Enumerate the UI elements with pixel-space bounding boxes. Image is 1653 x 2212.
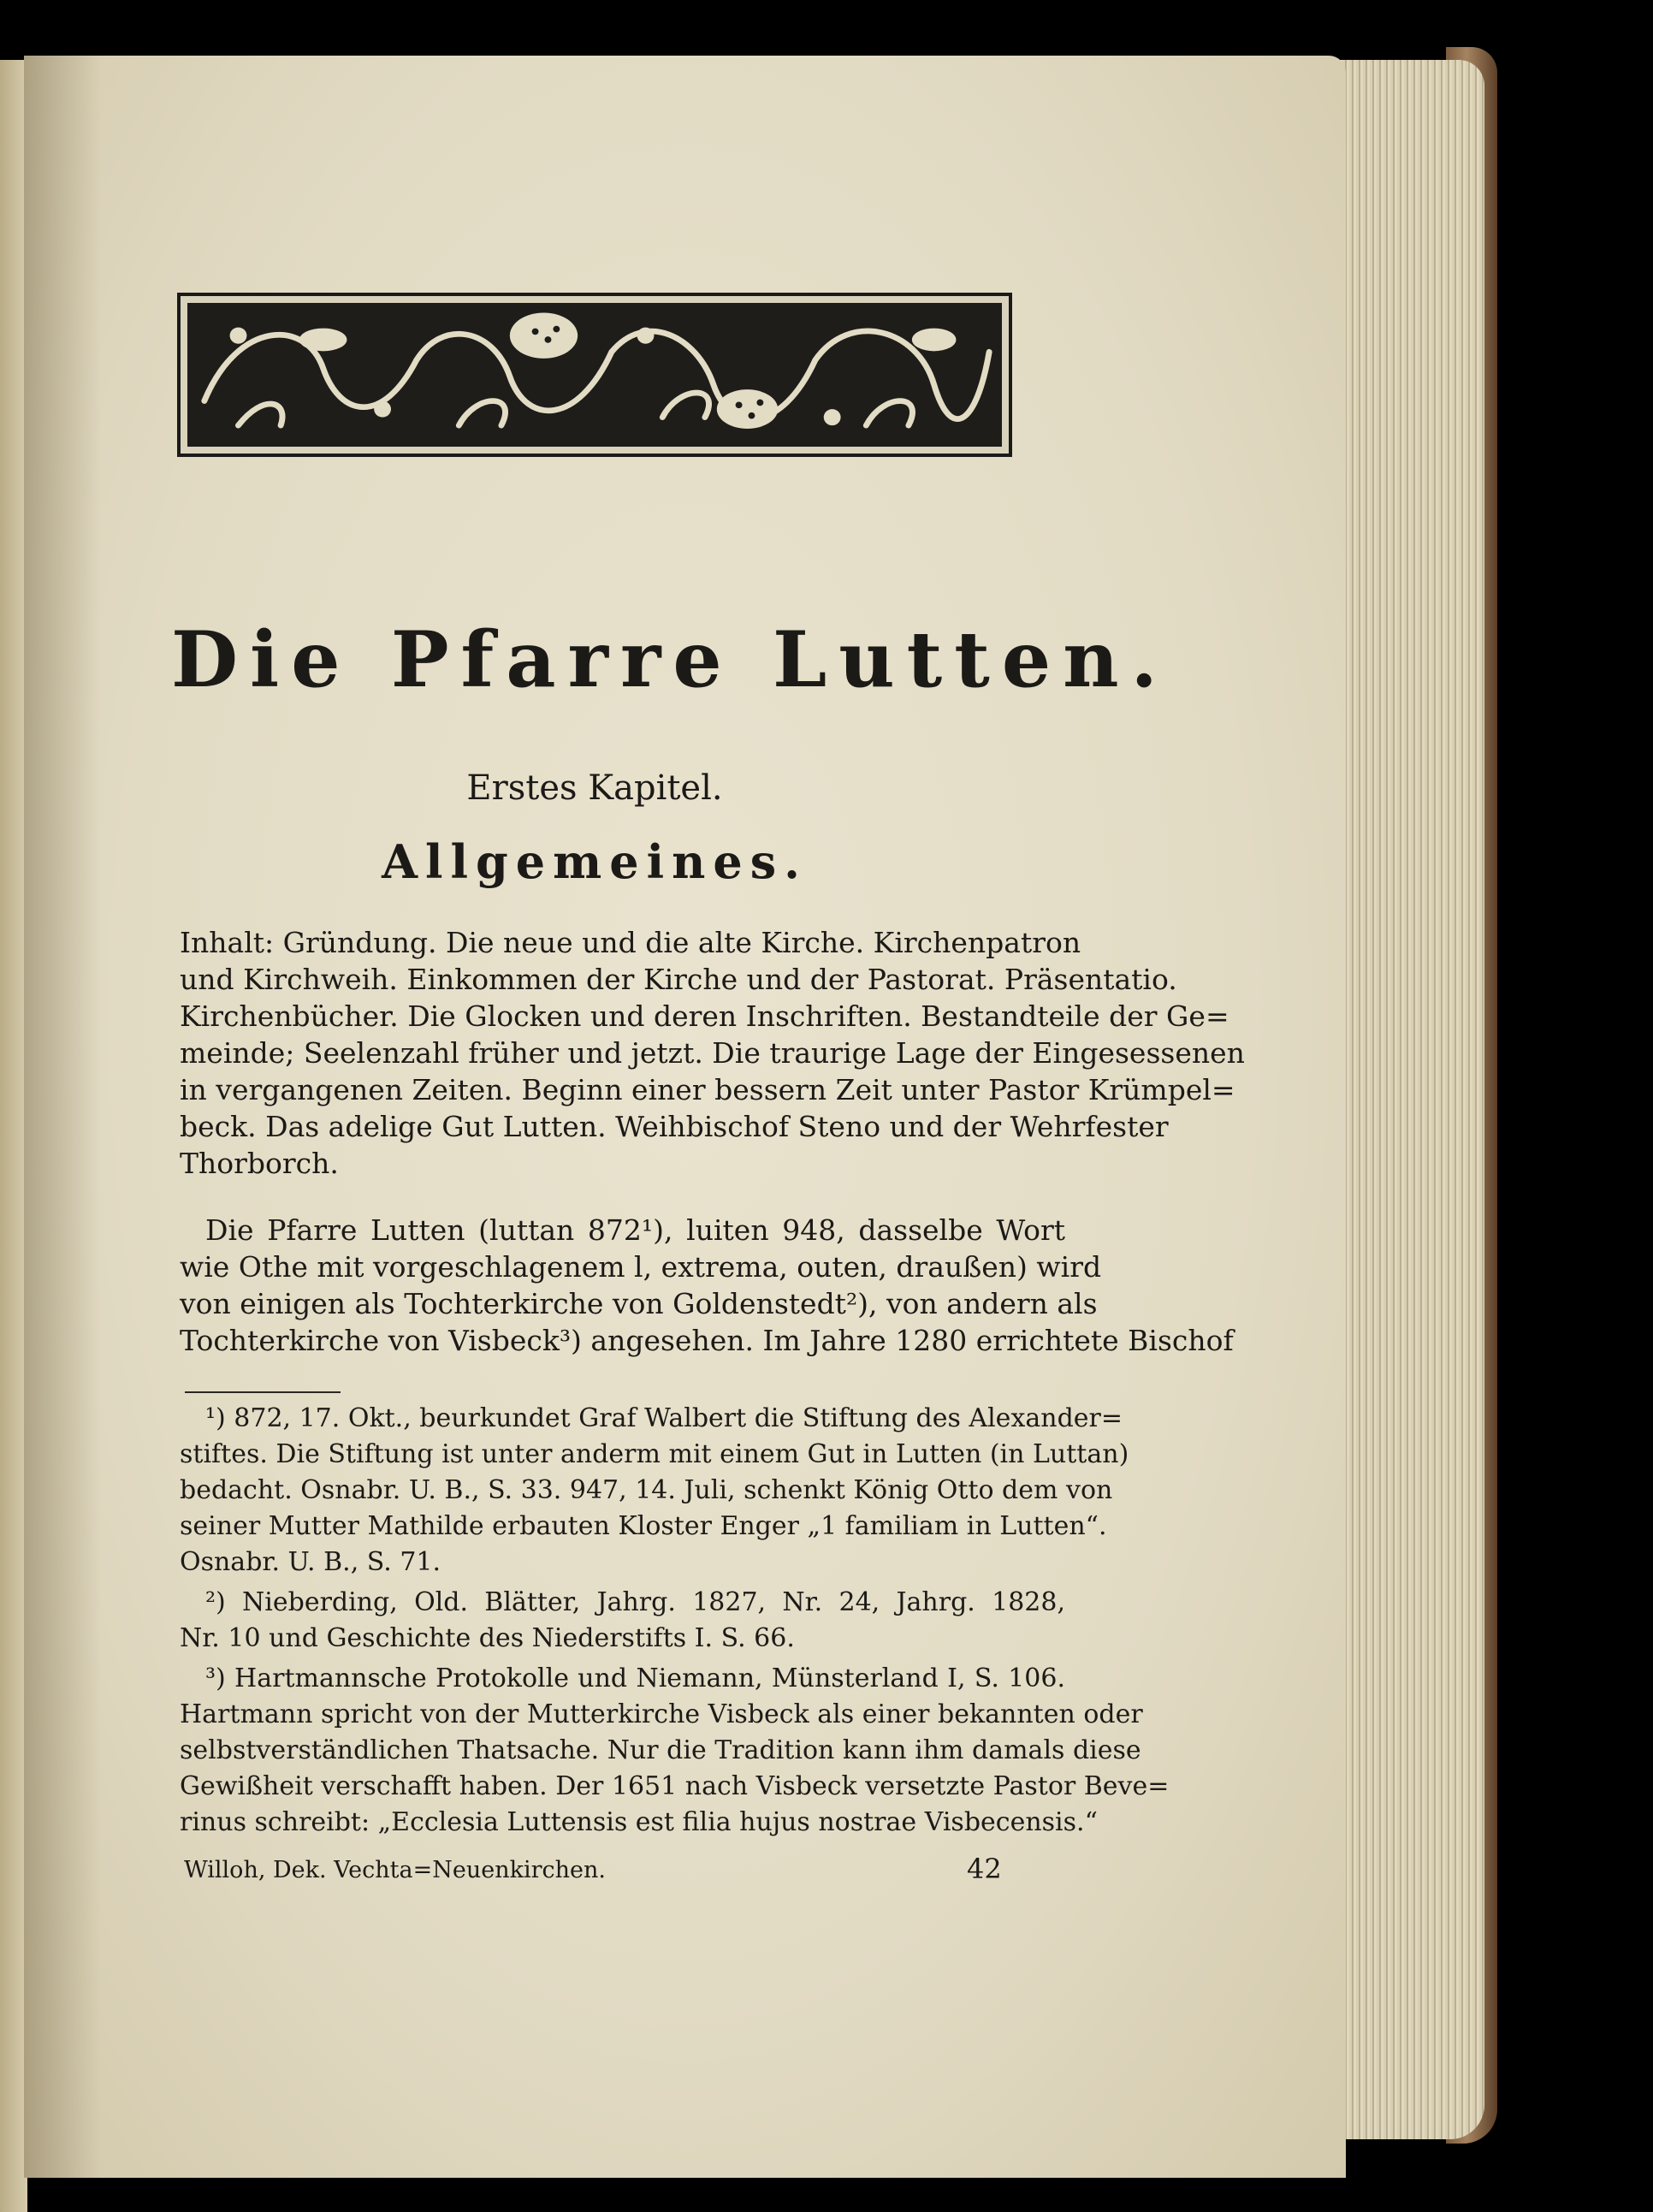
body-line: Tochterkirche von Visbeck³) angesehen. Im Jahre 1280 errichtete Bischof xyxy=(180,1324,1234,1357)
body-line: von einigen als Tochterkirche von Goldenstedt²), von andern als xyxy=(180,1287,1098,1320)
footnote-line: Gewißheit verschafft haben. Der 1651 nach Visbeck versetzte Pastor Beve= xyxy=(180,1771,1170,1801)
footnote-line: rinus schreibt: „Ecclesia Luttensis est filia hujus nostrae Visbecensis.“ xyxy=(180,1807,1098,1837)
vine-ornament-icon xyxy=(187,303,1002,447)
footnote-line: Hartmann spricht von der Mutterkirche Visbeck als einer bekannten oder xyxy=(180,1699,1143,1729)
footnote-line: seiner Mutter Mathilde erbauten Kloster Enger „1 familiam in Lutten“. xyxy=(180,1511,1107,1541)
spine-shadow xyxy=(24,56,101,2178)
section-heading: Allgemeines. xyxy=(382,834,808,889)
footnote-line: selbstverständlichen Thatsache. Nur die Tradition kann ihm damals diese xyxy=(180,1735,1141,1765)
page-title: Die Pfarre Lutten. xyxy=(171,614,1170,705)
footnote-rule xyxy=(185,1391,341,1393)
contents-line: beck. Das adelige Gut Lutten. Weihbischof Steno und der Wehrfester xyxy=(180,1110,1169,1143)
footnote-line: ³) Hartmannsche Protokolle und Niemann, Münsterland I, S. 106. xyxy=(205,1663,1065,1693)
body-line: wie Othe mit vorgeschlagenem l, extrema, outen, draußen) wird xyxy=(180,1250,1102,1284)
body-line: Die Pfarre Lutten (luttan 872¹), luiten 948, dasselbe Wort xyxy=(205,1213,1065,1247)
footnote-line: ²) Nieberding, Old. Blätter, Jahrg. 1827, Nr. 24, Jahrg. 1828, xyxy=(205,1587,1065,1617)
contents-line: Kirchenbücher. Die Glocken und deren Inschriften. Bestandteile der Ge= xyxy=(180,999,1229,1033)
contents-line: und Kirchweih. Einkommen der Kirche und der Pastorat. Präsentatio. xyxy=(180,963,1177,996)
footnote-line: Nr. 10 und Geschichte des Niederstifts I. S. 66. xyxy=(180,1623,795,1653)
footnote-line: bedacht. Osnabr. U. B., S. 33. 947, 14. Juli, schenkt König Otto dem von xyxy=(180,1475,1113,1505)
footnote-line: ¹) 872, 17. Okt., beurkundet Graf Walbert die Stiftung des Alexander= xyxy=(205,1403,1123,1433)
contents-line: Thorborch. xyxy=(180,1147,339,1180)
decorative-header-ornament xyxy=(177,293,1012,457)
page-number: 42 xyxy=(967,1853,1002,1885)
printer-signature: Willoh, Dek. Vechta=Neuenkirchen. xyxy=(184,1857,606,1883)
page-edges xyxy=(1322,60,1484,2139)
chapter-heading: Erstes Kapitel. xyxy=(466,768,723,808)
contents-line: meinde; Seelenzahl früher und jetzt. Die traurige Lage der Eingesessenen xyxy=(180,1036,1245,1070)
footnote-line: Osnabr. U. B., S. 71. xyxy=(180,1547,441,1577)
contents-line: in vergangenen Zeiten. Beginn einer bessern Zeit unter Pastor Krümpel= xyxy=(180,1073,1235,1106)
footnote-line: stiftes. Die Stiftung ist unter anderm mit einem Gut in Lutten (in Luttan) xyxy=(180,1439,1129,1469)
contents-line: Inhalt: Gründung. Die neue und die alte Kirche. Kirchenpatron xyxy=(180,926,1081,959)
